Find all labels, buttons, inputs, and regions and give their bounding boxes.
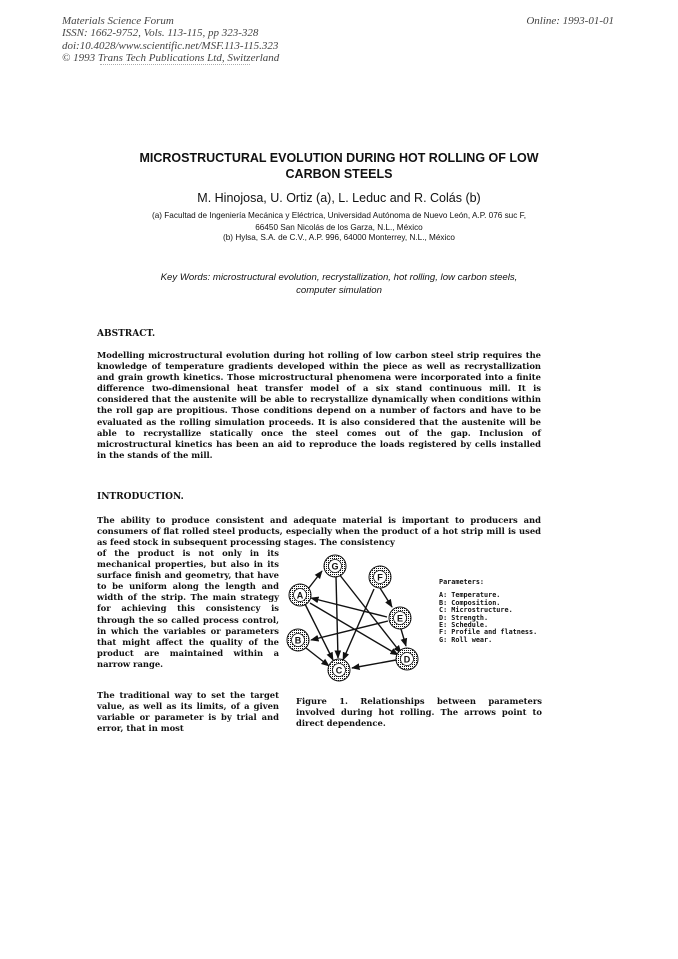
introduction-paragraph-1: The ability to produce consistent and adequate material is important to producers and consumers of flat rolled steel products, especially when the product of a hot strip mill is used as feed stock in subsequent processing stages. The consistency xyxy=(97,515,541,548)
scan-artifact xyxy=(100,64,250,68)
keywords-line-2: computer simulation xyxy=(296,284,382,296)
paper-title xyxy=(95,150,583,182)
edge-g-to-c xyxy=(336,576,338,658)
edge-d-to-c xyxy=(352,660,396,668)
affiliation-a-line-2: 66450 San Nicolás de los Garza, N.L., México xyxy=(255,222,423,232)
journal-name: Materials Science Forum xyxy=(62,15,174,27)
legend-item-g: G: Roll wear. xyxy=(439,635,493,644)
edge-e-to-b xyxy=(311,621,388,640)
node-c xyxy=(328,659,350,681)
legend-item-e: E: Schedule. xyxy=(439,621,489,630)
edge-a-to-d xyxy=(310,603,398,655)
copyright-line: © 1993 Trans Tech Publications Ltd, Switzerland xyxy=(62,52,280,65)
node-d-label: D xyxy=(403,654,411,665)
figure-caption xyxy=(296,696,542,729)
legend-item-b: B: Composition. xyxy=(439,598,501,607)
introduction-heading: INTRODUCTION. xyxy=(97,492,184,502)
node-e xyxy=(389,607,411,629)
edge-f-to-e xyxy=(380,588,392,607)
edge-a-to-c xyxy=(305,604,333,660)
legend-title: Parameters: xyxy=(439,578,485,586)
node-f xyxy=(369,566,391,588)
title-line-2: CARBON STEELS xyxy=(285,167,393,181)
node-d xyxy=(396,648,418,670)
legend-item-d: D: Strength. xyxy=(439,613,489,622)
edge-e-to-a xyxy=(311,598,387,617)
node-b-label: B xyxy=(294,635,302,646)
legend-item-c: C: Microstructure. xyxy=(439,606,513,615)
affiliation-a-line-1: (a) Facultad de Ingeniería Mecánica y Eléctrica, Universidad Autónoma de Nuevo León, A.P. 076 suc F, xyxy=(152,211,526,220)
edge-b-to-c xyxy=(306,648,329,666)
legend-item-a: A: Temperature. xyxy=(439,591,501,600)
keywords-line-1: Key Words: microstructural evolution, recrystallization, hot rolling, low carbon steels, xyxy=(160,272,518,283)
introduction-paragraph-2: The traditional way to set the target value, as well as its limits, of a given variable or parameter is by trial and error, that in most xyxy=(97,690,279,734)
figure-caption-text: Relationships between parameters involved during hot rolling. The arrows point to direct dependence. xyxy=(296,696,542,729)
node-c-label: C xyxy=(335,665,343,676)
keywords xyxy=(110,272,568,297)
edge-a-to-g xyxy=(308,571,322,589)
journal-header xyxy=(62,15,279,65)
online-date: Online: 1993-01-01 xyxy=(526,15,614,27)
node-g-label: G xyxy=(331,561,339,572)
affiliation-b: (b) Hylsa, S.A. de C.V., A.P. 996, 64000 Monterrey, N.L., México xyxy=(223,233,455,242)
doi-line: doi:10.4028/www.scientific.net/MSF.113-115.323 xyxy=(62,39,279,52)
abstract-body: Modelling microstructural evolution during hot rolling of low carbon steel strip requires the knowledge of temperature gradients developed within the piece as well as recrystallization and grain growth kinetics. Those microstructural phenomena were incorporated into a finite difference two-dimensional heat transfer model of a six stand continuous mill. It is considered that the austenite will be able to recrystallize dynamically when conditions within the roll gap are propitious. Those conditions depend on a number of factors and have to be evaluated as the rolling simulation proceeds. It is also considered that the austenite will be able to recrystallize statically once the steel comes out of the gap. Inclusion of microstructural kinetics has been an aid to reproduce the loads registered by cells installed in the stands of the mill. xyxy=(97,350,541,460)
abstract-heading: ABSTRACT. xyxy=(97,329,156,339)
authors: M. Hinojosa, U. Ortiz (a), L. Leduc and R. Colás (b) xyxy=(197,191,481,205)
edge-e-to-d xyxy=(401,629,406,646)
node-e-label: E xyxy=(396,613,404,624)
affiliation-a xyxy=(80,210,598,233)
figure-legend xyxy=(439,579,537,644)
introduction-paragraph-1-cont: of the product is not only in its mechanical properties, but also in its surface finish and geometry, that have to be uniform along the length and width of the strip. The main strategy for achieving this consistency is through the so called process control, in which the variables or parameters that might affect the quality of the product are maintained within a narrow range. xyxy=(97,548,279,669)
node-g xyxy=(324,555,346,577)
diagram-nodes xyxy=(287,555,418,681)
legend-item-f: F: Profile and flatness. xyxy=(439,628,538,637)
issn-line: ISSN: 1662-9752, Vols. 113-115, pp 323-328 xyxy=(62,27,259,40)
node-f-label: F xyxy=(377,572,383,583)
node-b xyxy=(287,629,309,651)
figure-caption-label: Figure 1. xyxy=(296,696,348,706)
node-a xyxy=(289,584,311,606)
title-line-1: MICROSTRUCTURAL EVOLUTION DURING HOT ROLLING OF LOW xyxy=(139,151,539,165)
node-a-label: A xyxy=(296,590,304,601)
